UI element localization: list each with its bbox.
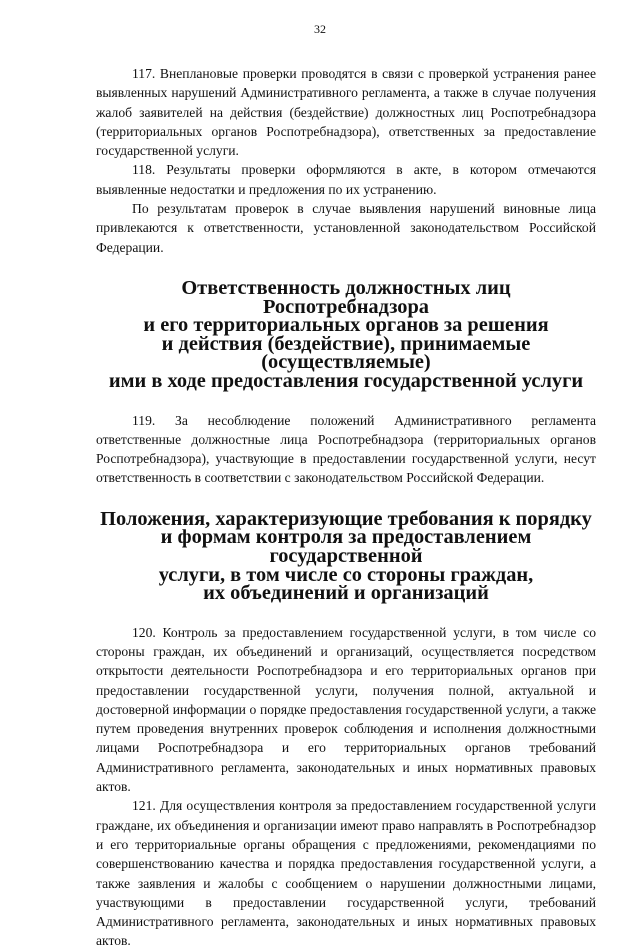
page-content	[96, 64, 596, 951]
heading-line: услуги, в том числе со стороны граждан,	[158, 563, 534, 586]
paragraph-118-continuation: По результатам проверок в случае выявления нарушений виновные лица привлекаются к ответственности, установленной законодательством Российской Федерации.	[96, 201, 596, 255]
paragraph-118: 118. Результаты проверки оформляются в акте, в котором отмечаются выявленные недостатки и предложения по их устранению.	[96, 162, 596, 197]
page-number: 32	[314, 22, 326, 36]
paragraph-120: 120. Контроль за предоставлением государственной услуги, в том числе со стороны граждан, их объединений и организаций, осуществляется посредством открытости деятельности Роспотребнадзора и его территориальных органов при предоставлении государственной услуги, получения полной, актуальной и достоверной информации о порядке предоставления государственной услуги, а также путем проведения внутренних проверок соблюдения и исполнения должностными лицами Роспотребнадзора и его территориальных органов требований Административного регламента, законодательных и иных нормативных правовых актов.	[96, 624, 596, 795]
heading-line: Положения, характеризующие требования к порядку	[100, 507, 592, 530]
heading-line: и его территориальных органов за решения	[143, 314, 549, 337]
heading-line: ими в ходе предоставления государственной услуги	[108, 369, 584, 392]
heading-line: их объединений и организаций	[203, 582, 489, 605]
heading-line: и действия (бездействие), принимаемые (осуществляемые)	[161, 332, 531, 374]
paragraph-119: 119. За несоблюдение положений Административного регламента ответственные должностные лица Роспотребнадзора (территориальных органов Роспотребнадзора), участвующие в предоставлении государственной услуги, несут ответственность в соответствии с законодательством Российской Федерации.	[96, 412, 596, 486]
heading-line: и формам контроля за предоставлением государственной	[160, 526, 532, 567]
heading-line: Ответственность должностных лиц Роспотребнадзора	[181, 276, 511, 318]
paragraph-117: 117. Внеплановые проверки проводятся в связи с проверкой устранения ранее выявленных нарушений Административного регламента, а также в случае получения жалоб заявителей на действия (бездействие) должностных лиц Роспотребнадзора (территориальных органов Роспотребнадзора), ответственных за предоставление государственной услуги.	[96, 66, 596, 159]
section-heading-responsibility	[96, 276, 596, 392]
paragraph-121: 121. Для осуществления контроля за предоставлением государственной услуги граждане, их объединения и организации имеют право направлять в Роспотребнадзор и его территориальные органы обращения с предложениями, рекомендациями по совершенствованию качества и порядка предоставления государственной услуги, а также заявления и жалобы с сообщением о нарушении должностными лицами, участвующими в предоставлении государственной услуги, требований Административного регламента, законодательных и иных нормативных правовых актов.	[96, 798, 596, 949]
section-heading-control-forms	[96, 507, 596, 605]
